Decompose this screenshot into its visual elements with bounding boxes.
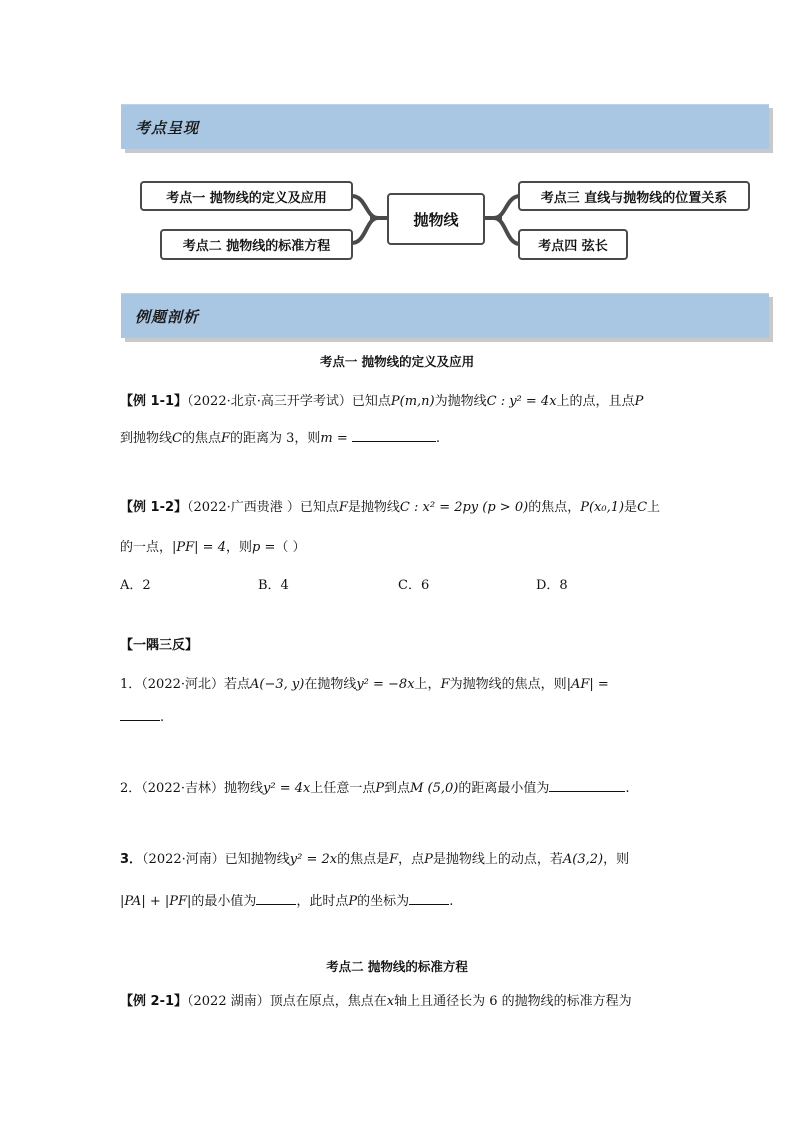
- text: .: [435, 431, 441, 446]
- text: （2022·北京·高三开学考试）已知点: [187, 394, 391, 409]
- text: （2022·河南）已知抛物线: [142, 852, 290, 867]
- text: （2022 湖南）顶点在原点，焦点在: [187, 994, 387, 1009]
- math: P: [424, 852, 433, 867]
- math: y² = −8x: [356, 677, 415, 692]
- answer-blank: [352, 429, 436, 442]
- text: 是抛物线上的动点，若: [432, 852, 563, 867]
- option-c: C．6: [398, 578, 430, 593]
- text: 到抛物线: [120, 431, 173, 446]
- text: 为抛物线: [434, 394, 487, 409]
- text: 的坐标为: [357, 894, 410, 909]
- math: P: [375, 781, 385, 796]
- text: .: [449, 894, 454, 909]
- text: ，则: [603, 852, 630, 867]
- text: 的一点，: [120, 540, 173, 555]
- section-title: 考点呈现: [135, 119, 200, 137]
- math: y² = 2x: [289, 852, 338, 867]
- text: .: [160, 710, 165, 725]
- math: m =: [320, 431, 348, 446]
- text: 上的点，且点: [556, 394, 635, 409]
- question-number: 1．: [120, 677, 142, 692]
- practice-q1-line2: [120, 708, 164, 725]
- math: C : y² = 4x: [486, 394, 557, 409]
- math: C: [172, 431, 182, 446]
- text: 的焦点: [181, 431, 221, 446]
- option-b: B．4: [258, 578, 289, 593]
- math: C : x² = 2py (p > 0): [399, 500, 529, 515]
- text: ，点: [398, 852, 425, 867]
- mindmap-label: 考点四 弦长: [538, 239, 608, 254]
- math: y² = 4x: [263, 781, 311, 796]
- question-number: 3．: [120, 852, 143, 867]
- text: .: [625, 781, 630, 796]
- practice-q3-line2: [120, 890, 453, 909]
- answer-paren: （ ）: [275, 540, 306, 555]
- math: F: [389, 852, 399, 867]
- practice-q3-line1: [120, 848, 629, 867]
- math: p =: [252, 540, 276, 555]
- math: A(3,2): [562, 852, 604, 867]
- mindmap-node-topic2: [160, 229, 353, 260]
- practice-q2: [120, 777, 630, 796]
- example-tag: 【例 1-2】: [120, 500, 188, 515]
- text: 上任意一点: [310, 781, 376, 796]
- answer-blank: [120, 708, 160, 721]
- topic-heading: 考点一 抛物线的定义及应用: [319, 354, 475, 369]
- example-tag: 【例 1-1】: [120, 394, 188, 409]
- text: （2022·广西贵港 ）已知点: [187, 500, 339, 515]
- math: P(x₀,1): [580, 500, 625, 515]
- text: 的距离为 3，则: [230, 431, 321, 446]
- text: 的距离最小值为: [458, 781, 550, 796]
- mindmap-node-topic1: [140, 181, 353, 211]
- text: 上: [647, 500, 661, 515]
- text: （2022·河北）若点: [141, 677, 250, 692]
- section-title: 例题剖析: [135, 308, 200, 326]
- answer-blank: [256, 892, 296, 905]
- option-a: A．2: [120, 578, 151, 593]
- example-1-2-line1: [120, 496, 660, 515]
- text: 到点: [384, 781, 411, 796]
- text: 轴上且通径长为 6 的抛物线的标准方程为: [394, 994, 632, 1009]
- text: ，则: [225, 540, 252, 555]
- mindmap-node-center: [387, 193, 485, 245]
- mindmap-label: 考点三 直线与抛物线的位置关系: [540, 190, 728, 206]
- answer-blank: [549, 779, 625, 792]
- example-1-1-line2: [120, 427, 440, 446]
- mindmap-node-topic4: [518, 229, 628, 260]
- mindmap-node-topic3: [518, 181, 750, 211]
- math: M (5,0): [410, 781, 459, 796]
- math: |AF| =: [566, 677, 609, 692]
- question-number: 2．: [120, 781, 142, 796]
- math: F: [220, 431, 231, 446]
- answer-blank: [409, 892, 449, 905]
- math: P: [634, 394, 644, 409]
- section-banner-examples: [121, 293, 769, 338]
- text: 在抛物线: [304, 677, 357, 692]
- math: F: [440, 677, 450, 692]
- math: |PF| = 4: [172, 540, 226, 555]
- mindmap-connectors: [0, 0, 794, 300]
- mindmap-label: 抛物线: [413, 210, 459, 229]
- topic-heading: 考点二 抛物线的标准方程: [326, 959, 468, 974]
- example-1-1-line1: [120, 390, 643, 409]
- text: 为抛物线的焦点，则: [449, 677, 567, 692]
- math: C: [637, 500, 648, 515]
- text: 上，: [414, 677, 441, 692]
- text: 的最小值为: [191, 894, 257, 909]
- mindmap-label: 考点二 抛物线的标准方程: [182, 239, 331, 254]
- math: x: [386, 994, 395, 1009]
- mindmap-label: 考点一 抛物线的定义及应用: [166, 190, 327, 206]
- math: |PA| + |PF|: [120, 894, 192, 909]
- option-d: D．8: [536, 578, 568, 593]
- math: A(−3, y): [250, 677, 305, 692]
- practice-q1-line1: [120, 673, 609, 692]
- example-2-1-line1: [120, 990, 632, 1009]
- practice-heading: 【一隅三反】: [120, 638, 199, 653]
- text: 的焦点是: [337, 852, 390, 867]
- text: 是抛物线: [347, 500, 400, 515]
- math: P(m,n): [390, 394, 435, 409]
- example-1-2-line2: [120, 536, 306, 555]
- text: （2022·吉林）抛物线: [141, 781, 263, 796]
- math: F: [338, 500, 348, 515]
- text: 的焦点，: [528, 500, 581, 515]
- math: P: [348, 894, 358, 909]
- text: 是: [624, 500, 638, 515]
- text: ，此时点: [296, 894, 349, 909]
- example-tag: 【例 2-1】: [120, 994, 188, 1009]
